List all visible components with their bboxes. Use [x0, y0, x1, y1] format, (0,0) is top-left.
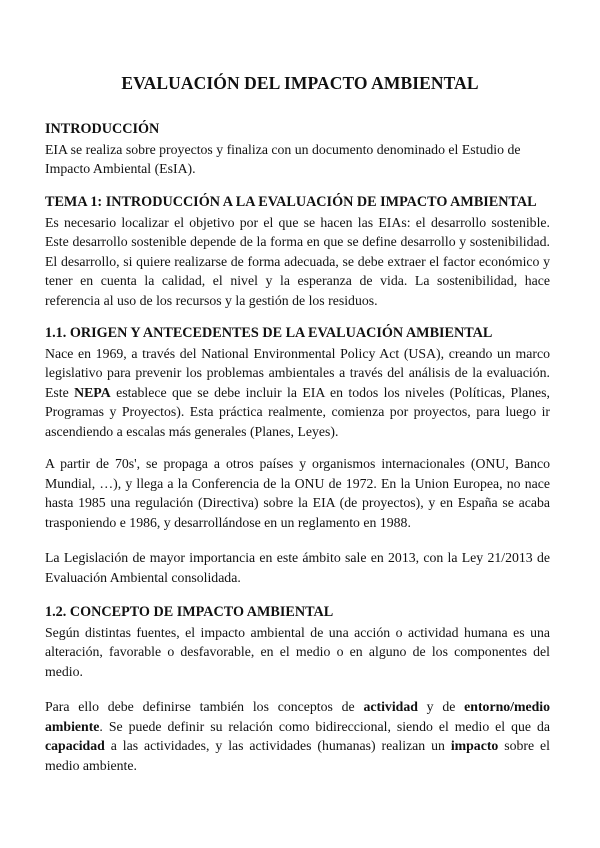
section-tema-1	[45, 193, 550, 311]
text-run: sobre el medio ambiente.	[45, 738, 550, 773]
text-run: . Se puede definir su relación como bidireccional, siendo el medio el que da	[99, 718, 550, 734]
bold-term: actividad	[363, 699, 418, 714]
document-title: EVALUACIÓN DEL IMPACTO AMBIENTAL	[121, 73, 479, 93]
bold-term: entorno/medio ambiente	[45, 699, 550, 734]
section-1-2	[45, 603, 550, 681]
paragraph	[45, 344, 550, 442]
paragraph: Según distintas fuentes, el impacto ambiental de una acción o actividad humana es una alteración, favorable o desfavorable, en el medio o en alguno de los componentes del medio.	[45, 624, 550, 679]
paragraph	[45, 697, 550, 775]
text-run: Nace en 1969, a través del National Environmental Policy Act (USA), creando un marco legislativo para prevenir los problemas ambientales a través del análisis de la evaluación. Este	[45, 345, 550, 400]
text-run: a las actividades, y las actividades (humanas) realizan un	[104, 738, 451, 754]
bold-term: impacto	[450, 738, 499, 754]
text-run: Para ello debe definirse también los conceptos de	[45, 699, 364, 714]
section-1-1	[45, 324, 550, 442]
section-heading: 1.1. ORIGEN Y ANTECEDENTES DE LA EVALUACIÓN AMBIENTAL	[45, 325, 493, 341]
section-introduccion	[45, 120, 550, 179]
paragraph: A partir de 70s', se propaga a otros países y organismos internacionales (ONU, Banco Mundial, …), y llega a la Conferencia de la ONU de 1972. En la Union Europea, no nace hasta 1985 una regulación (Directiva) sobre la EIA (de proyectos), y en España se acaba trasponiendo e 1986, y desarrollándose en un reglamento en 1988.	[45, 456, 550, 530]
text-run: establece que se debe incluir la EIA en todos los niveles (Políticas, Planes, Programas y Proyectos). Esta práctica realmente, comienza por proyectos, para luego ir ascendiendo a escalas más generales (Planes, Leyes).	[45, 384, 550, 439]
section-heading: 1.2. CONCEPTO DE IMPACTO AMBIENTAL	[45, 604, 334, 620]
text-run: y de	[417, 699, 465, 714]
section-1-2-p2	[45, 697, 550, 775]
section-1-1-p2	[45, 454, 550, 532]
section-heading: INTRODUCCIÓN	[45, 121, 160, 137]
bold-term: NEPA	[74, 384, 111, 400]
section-heading: TEMA 1: INTRODUCCIÓN A LA EVALUACIÓN DE IMPACTO AMBIENTAL	[45, 194, 537, 210]
section-1-1-p3	[45, 548, 550, 587]
paragraph: La Legislación de mayor importancia en este ámbito sale en 2013, con la Ley 21/2013 de Evaluación Ambiental consolidada.	[45, 550, 550, 585]
paragraph: EIA se realiza sobre proyectos y finaliza con un documento denominado el Estudio de Impacto Ambiental (EsIA).	[45, 141, 521, 177]
bold-term: capacidad	[45, 738, 105, 754]
paragraph: Es necesario localizar el objetivo por el que se hacen las EIAs: el desarrollo sostenible. Este desarrollo sostenible depende de la forma en que se define desarrollo y sostenibilidad. El desarrollo, si quiere realizarse de forma adecuada, se debe extraer el factor económico y tener en cuenta la calidad, el nivel y la esperanza de vida. La sostenibilidad, hace referencia al uso de los recursos y la gestión de los residuos.	[45, 214, 550, 308]
